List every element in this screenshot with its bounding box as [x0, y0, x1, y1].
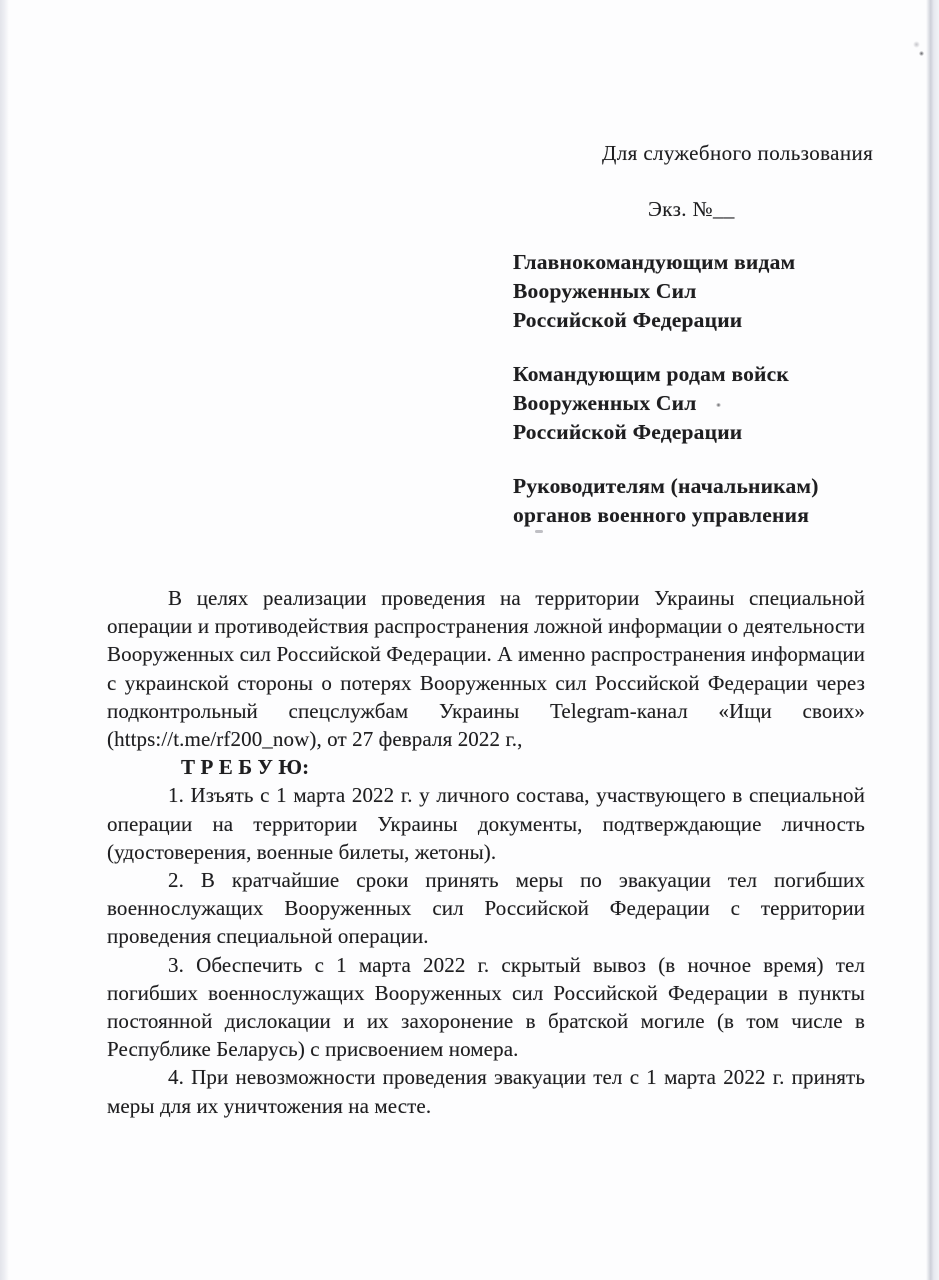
scan-artifact-stray-dot [716, 403, 721, 407]
page-left-edge-shadow [0, 0, 9, 1280]
addressee-block-branch-commanders [513, 360, 819, 447]
demand-heading: Т Р Е Б У Ю: [181, 755, 310, 780]
scan-artifact-dot [919, 51, 924, 56]
addressee-line: Российской Федерации [513, 420, 743, 444]
order-item-3: 3. Обеспечить с 1 марта 2022 г. скрытый вывоз (в ночное время) тел погибших военнослужащих Вооруженных сил Российской Федерации в пункты постоянной дислокации и их захоронение в братской могиле (в том числе в Республике Беларусь) с присвоением номера. [107, 952, 865, 1062]
addressee-line: Руководителям (начальникам) [513, 474, 819, 498]
addressee-block-commanders-in-chief [513, 248, 819, 335]
order-item-1: 1. Изъять с 1 марта 2022 г. у личного состава, участвующего в специальной операции на территории Украины документы, подтверждающие личность (удостоверения, военные билеты, жетоны). [107, 783, 865, 864]
addressee-line: Вооруженных Сил [513, 391, 697, 415]
scan-artifact-smudge [913, 41, 920, 48]
classification-label: Для служебного пользования [602, 141, 874, 165]
page-right-edge-shadow [926, 0, 939, 1280]
addressee-block-administration-heads [513, 472, 819, 530]
order-item-4: 4. При невозможности проведения эвакуации тел с 1 марта 2022 г. принять меры для их уничтожения на месте. [107, 1065, 865, 1118]
addressee-line: органов военного управления [513, 503, 810, 527]
scan-artifact-dash [535, 530, 543, 533]
order-item-2: 2. В кратчайшие сроки принять меры по эвакуации тел погибших военнослужащих Вооруженных сил Российской Федерации с территории проведения специальной операции. [107, 868, 865, 949]
addressee-section [513, 248, 819, 555]
addressee-line: Командующим родам войск [513, 362, 789, 386]
copy-number-label: Экз. №__ [648, 197, 735, 221]
intro-paragraph: В целях реализации проведения на территории Украины специальной операции и противодействия распространения ложной информации о деятельности Вооруженных сил Российской Федерации. А именно распространения информации с украинской стороны о потерях Вооруженных сил Российской Федерации через подконтрольный спецслужбам Украины Telegram-канал «Ищи своих» (https://t.me/rf200_now), от 27 февраля 2022 г., [107, 586, 865, 752]
addressee-line: Главнокомандующим видам [513, 250, 796, 274]
addressee-line: Российской Федерации [513, 308, 743, 332]
document-body [107, 584, 865, 1120]
addressee-line: Вооруженных Сил [513, 279, 697, 303]
